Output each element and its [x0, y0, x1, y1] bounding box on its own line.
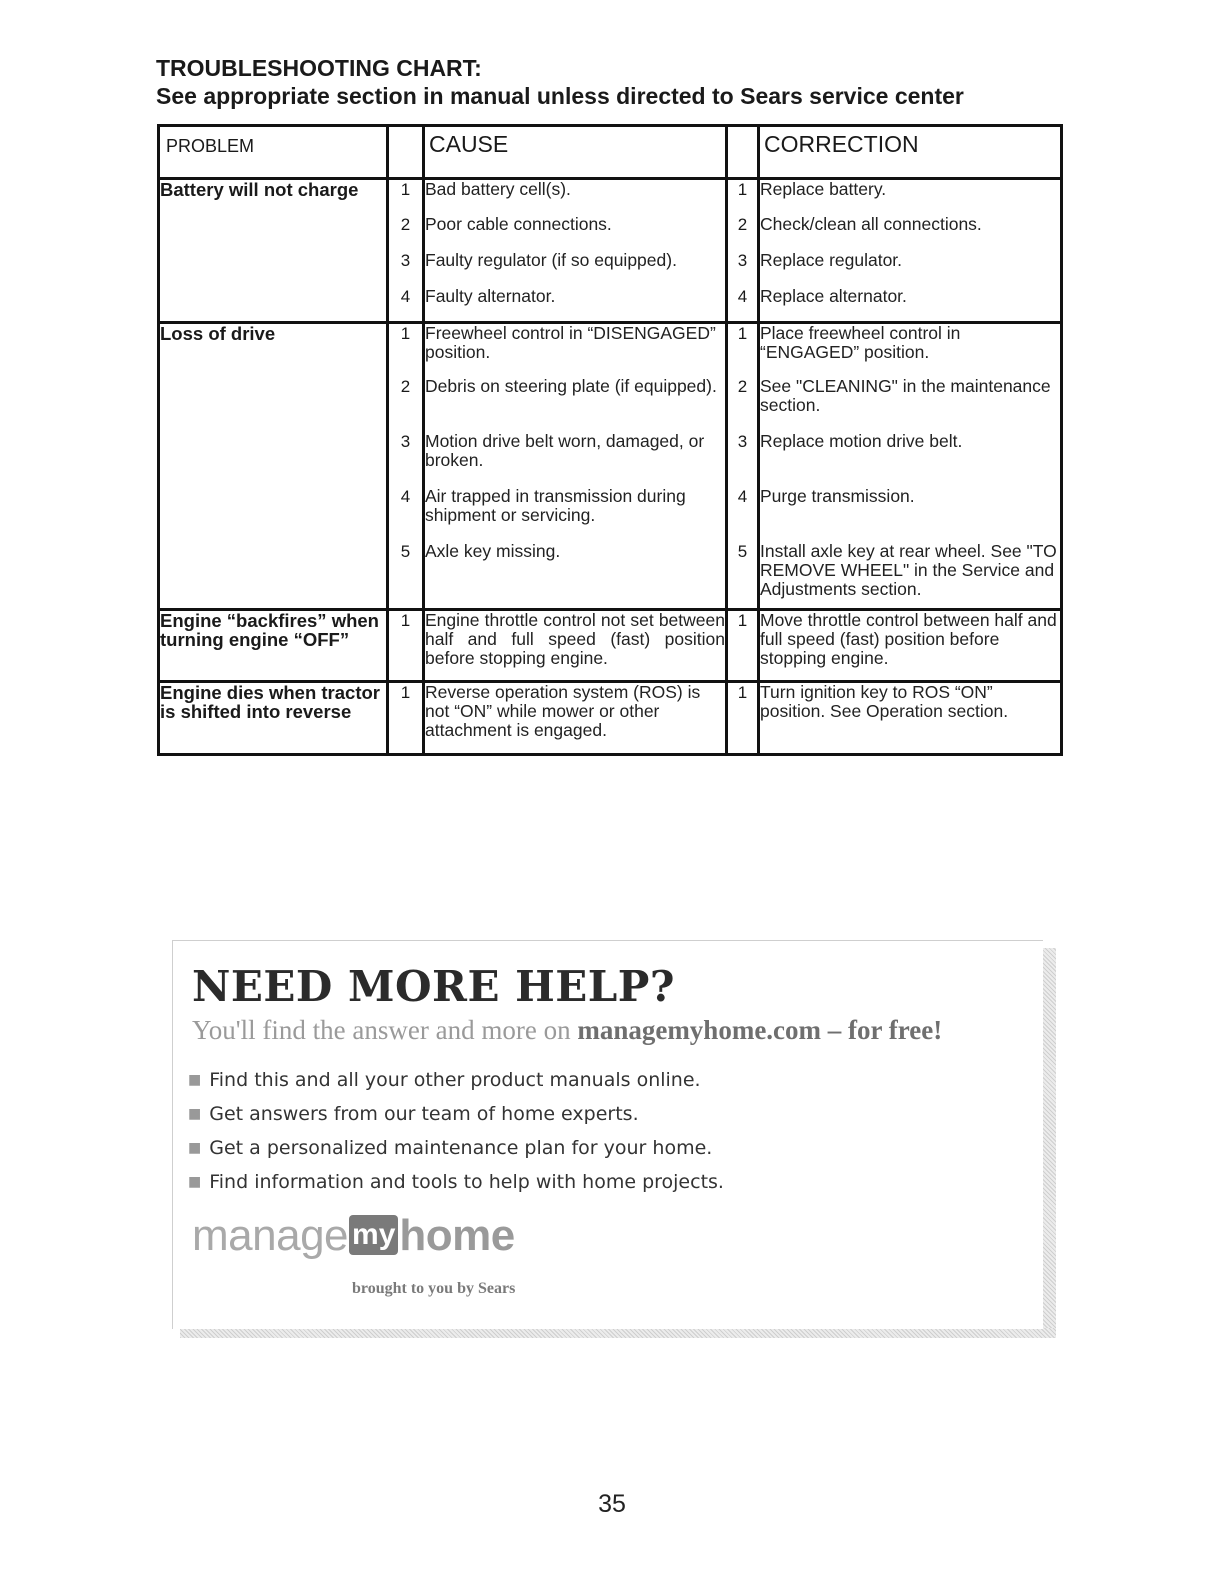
cause-number: 1	[388, 610, 424, 682]
correction-text: Replace motion drive belt.	[759, 432, 1062, 487]
need-more-help-subtitle	[192, 1015, 942, 1046]
cause-text: Bad battery cell(s).	[424, 179, 727, 215]
table-header-row	[159, 126, 1062, 179]
chart-title: TROUBLESHOOTING CHART:	[156, 55, 482, 81]
cause-text: Axle key missing.	[424, 542, 727, 610]
header-num-cause	[388, 126, 424, 179]
bullet-text: Find this and all your other product manuals online.	[209, 1069, 701, 1091]
cause-text: Reverse operation system (ROS) is not “ON” while mower or other attachment is engaged.	[424, 682, 727, 755]
correction-text: Check/clean all connections.	[759, 215, 1062, 251]
problem-engine-backfires: Engine “backfires” when turning engine “OFF”	[159, 610, 388, 682]
correction-number: 1	[727, 323, 759, 377]
bullet-icon: ■	[188, 1106, 202, 1122]
correction-text: Install axle key at rear wheel. See "TO REMOVE WHEEL" in the Service and Adjustments section.	[759, 542, 1062, 610]
correction-number: 2	[727, 215, 759, 251]
bullet-text: Get answers from our team of home experts.	[209, 1103, 639, 1125]
list-item	[188, 1100, 724, 1134]
cause-number: 1	[388, 179, 424, 215]
correction-number: 3	[727, 251, 759, 287]
chart-subtitle: See appropriate section in manual unless directed to Sears service center	[156, 83, 964, 109]
cause-number: 3	[388, 432, 424, 487]
table-row	[159, 682, 1062, 755]
bullet-text: Get a personalized maintenance plan for your home.	[209, 1137, 713, 1159]
correction-number: 2	[727, 377, 759, 432]
correction-number: 1	[727, 610, 759, 682]
need-more-help-title: NEED MORE HELP?	[192, 962, 675, 1011]
cause-number: 4	[388, 487, 424, 542]
table-row	[159, 179, 1062, 215]
cause-text: Engine throttle control not set between half and full speed (fast) position before stopping engine.	[424, 610, 727, 682]
cause-number: 3	[388, 251, 424, 287]
list-item	[188, 1134, 724, 1168]
cause-text: Faulty alternator.	[424, 287, 727, 323]
managemyhome-logo	[192, 1208, 515, 1264]
list-item	[188, 1066, 724, 1100]
correction-text: Purge transmission.	[759, 487, 1062, 542]
correction-text: Turn ignition key to ROS “ON” position. See Operation section.	[759, 682, 1062, 755]
bullet-icon: ■	[188, 1174, 202, 1190]
correction-text: See "CLEANING" in the maintenance section.	[759, 377, 1062, 432]
problem-loss-of-drive: Loss of drive	[159, 323, 388, 610]
cause-number: 1	[388, 682, 424, 755]
cause-text: Freewheel control in “DISENGAGED” position.	[424, 323, 727, 377]
cause-text: Debris on steering plate (if equipped).	[424, 377, 727, 432]
cause-number: 1	[388, 323, 424, 377]
troubleshooting-table	[157, 124, 1063, 756]
cause-number: 4	[388, 287, 424, 323]
help-box-shadow-bottom	[180, 1328, 1056, 1338]
correction-text: Place freewheel control in “ENGAGED” position.	[759, 323, 1062, 377]
correction-number: 5	[727, 542, 759, 610]
bullet-text: Find information and tools to help with home projects.	[209, 1171, 724, 1193]
correction-number: 4	[727, 287, 759, 323]
cause-number: 2	[388, 377, 424, 432]
header-problem: PROBLEM	[159, 126, 388, 179]
header-correction: CORRECTION	[759, 126, 1062, 179]
correction-text: Replace regulator.	[759, 251, 1062, 287]
subtitle-link[interactable]: managemyhome.com – for free!	[577, 1015, 943, 1045]
logo-manage: manage	[192, 1211, 349, 1260]
logo-home: home	[399, 1211, 515, 1260]
table-row	[159, 323, 1062, 377]
chart-heading	[156, 54, 1076, 110]
correction-number: 1	[727, 682, 759, 755]
cause-text: Faulty regulator (if so equipped).	[424, 251, 727, 287]
correction-text: Replace battery.	[759, 179, 1062, 215]
cause-number: 5	[388, 542, 424, 610]
logo-my: my	[349, 1215, 398, 1255]
table-row	[159, 610, 1062, 682]
cause-number: 2	[388, 215, 424, 251]
cause-text: Poor cable connections.	[424, 215, 727, 251]
bullet-icon: ■	[188, 1140, 202, 1156]
header-cause: CAUSE	[424, 126, 727, 179]
problem-engine-dies-reverse: Engine dies when tractor is shifted into reverse	[159, 682, 388, 755]
cause-text: Air trapped in transmission during shipment or servicing.	[424, 487, 727, 542]
correction-text: Move throttle control between half and full speed (fast) position before stopping engine.	[759, 610, 1062, 682]
page-number: 35	[598, 1490, 626, 1518]
subtitle-plain: You'll find the answer and more on	[192, 1015, 578, 1045]
correction-number: 3	[727, 432, 759, 487]
help-box-shadow-right	[1042, 948, 1056, 1336]
cause-text: Motion drive belt worn, damaged, or broken.	[424, 432, 727, 487]
correction-number: 4	[727, 487, 759, 542]
header-num-correction	[727, 126, 759, 179]
correction-number: 1	[727, 179, 759, 215]
list-item	[188, 1168, 724, 1202]
correction-text: Replace alternator.	[759, 287, 1062, 323]
problem-battery: Battery will not charge	[159, 179, 388, 323]
help-bullet-list	[188, 1066, 724, 1202]
brought-by-text: brought to you by Sears	[352, 1280, 516, 1297]
bullet-icon: ■	[188, 1072, 202, 1088]
